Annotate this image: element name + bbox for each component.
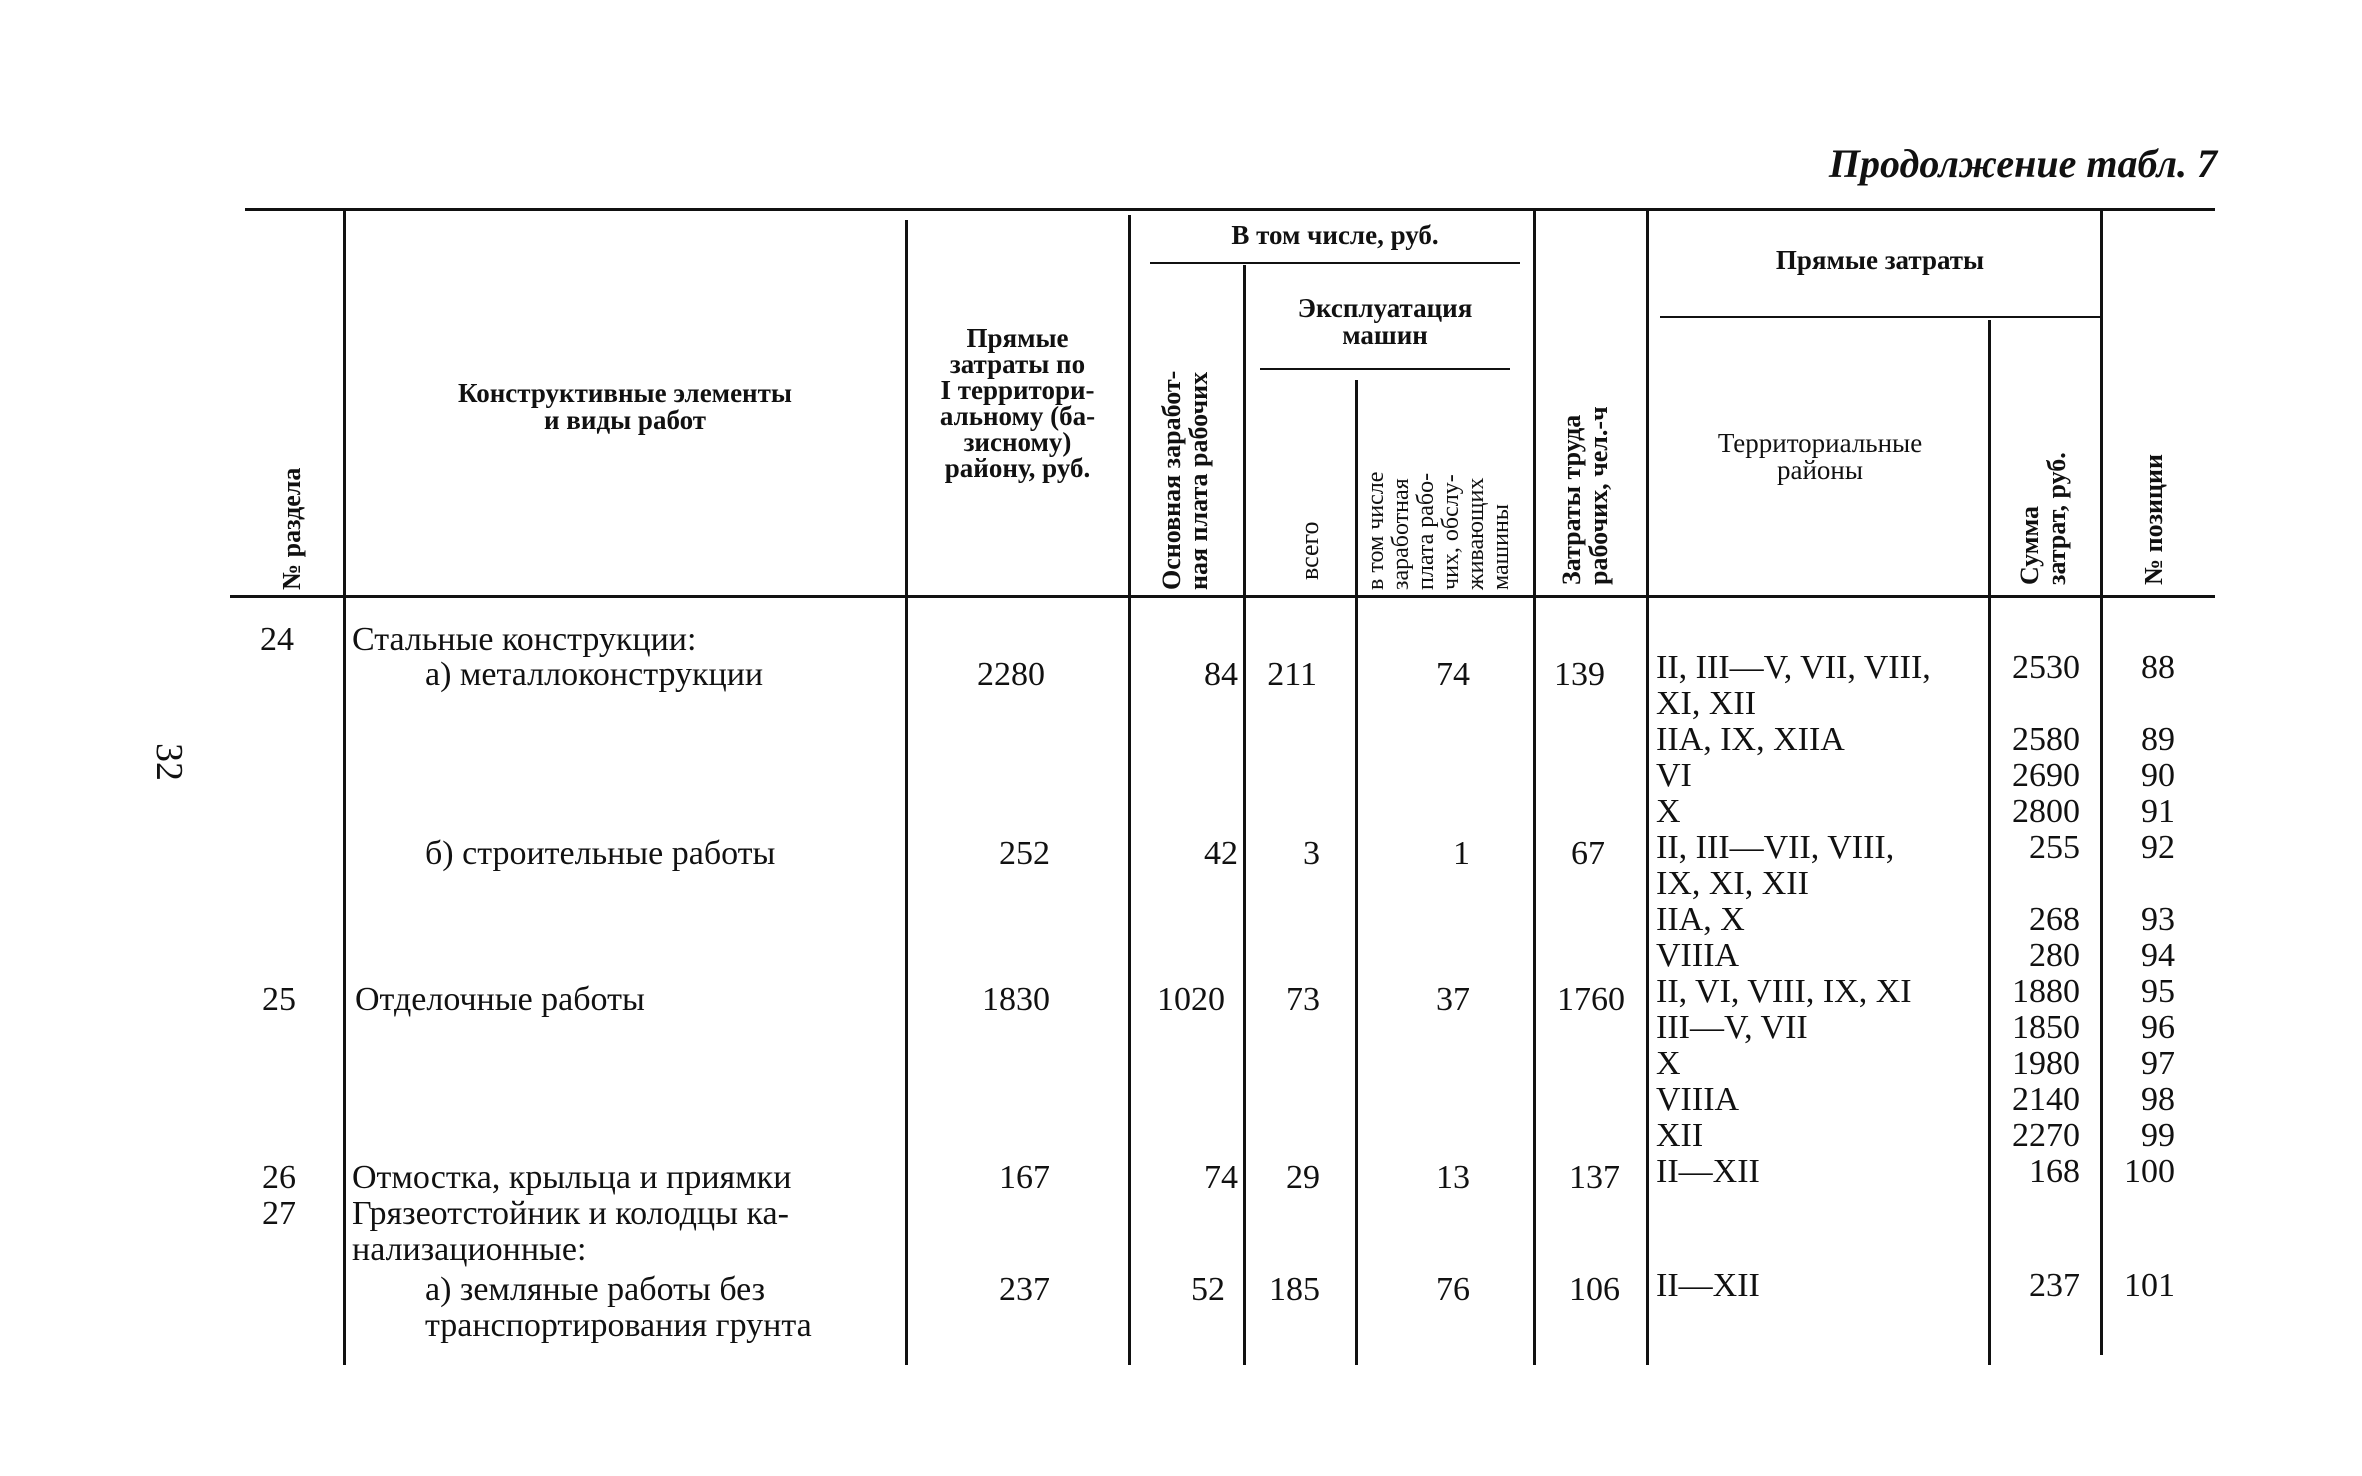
row-24-section: 24 (260, 621, 294, 658)
page-number: 32 (148, 743, 190, 781)
row-25-name: Отделочные работы (355, 981, 645, 1018)
row-26-mwage: 13 (1436, 1159, 1470, 1196)
col-rule-4 (1243, 265, 1246, 1365)
sum-100: 168 (2029, 1153, 2080, 1190)
row-24a-mtotal: 211 (1267, 656, 1317, 693)
region-row-101: II—XII (1656, 1267, 1760, 1304)
header-wage: Основная заработ- ная плата рабочих (1157, 370, 1213, 590)
pos-92: 92 (2141, 829, 2175, 866)
sum-97: 1980 (2012, 1045, 2080, 1082)
region-row-89: IIA, IX, XIIA (1656, 721, 1845, 758)
region-row-99: XII (1656, 1117, 1704, 1154)
header-machines: Эксплуатация машин (1297, 293, 1473, 350)
direct-costs-rule (1660, 316, 2100, 318)
header-machines-wage: в том числе заработная плата рабо- чих, обслу- живающих машины (1363, 471, 1514, 590)
pos-93: 93 (2141, 901, 2175, 938)
sum-91: 2800 (2012, 793, 2080, 830)
region-row-93: IIA, X (1656, 901, 1745, 938)
header-elements: Конструктивные элементы и виды работ (458, 378, 792, 435)
region-row-100: II—XII (1656, 1153, 1760, 1190)
col-rule-9 (2100, 210, 2103, 1355)
pos-99: 99 (2141, 1117, 2175, 1154)
sum-93: 268 (2029, 901, 2080, 938)
header-labor: Затраты труда рабочих, чел.-ч (1557, 406, 1613, 585)
row-26-name: Отмостка, крыльца и приямки (352, 1159, 792, 1196)
region-row-92: II, III—VII, VIII, IX, XI, XII (1656, 829, 1895, 902)
table-header-bottom-rule (230, 595, 2215, 598)
row-27a-base: 237 (999, 1271, 1050, 1308)
region-row-91: X (1656, 793, 1681, 830)
table-top-rule (245, 208, 2215, 211)
pos-95: 95 (2141, 973, 2175, 1010)
row-24a-name: а) металлоконструкции (425, 656, 764, 693)
sum-88: 2530 (2012, 649, 2080, 686)
row-27a-mwage: 76 (1436, 1271, 1470, 1308)
row-27-name: Грязеотстойник и колодцы ка- нализационные: (352, 1195, 789, 1268)
row-24a-wage: 84 (1204, 656, 1238, 693)
pos-90: 90 (2141, 757, 2175, 794)
pos-89: 89 (2141, 721, 2175, 758)
col-rule-1 (343, 210, 346, 1365)
row-27a-wage: 52 (1191, 1271, 1225, 1308)
row-25-section: 25 (262, 981, 296, 1018)
table-continuation-caption: Продолжение табл. 7 (1828, 141, 2217, 186)
pos-88: 88 (2141, 649, 2175, 686)
pos-94: 94 (2141, 937, 2175, 974)
region-row-88: II, III—V, VII, VIII, XI, XII (1656, 649, 1931, 722)
row-24b-base: 252 (999, 835, 1050, 872)
row-26-labor: 137 (1569, 1159, 1620, 1196)
sum-89: 2580 (2012, 721, 2080, 758)
row-24b-wage: 42 (1204, 835, 1238, 872)
row-25-mtotal: 73 (1286, 981, 1320, 1018)
row-24b-name: б) строительные работы (425, 835, 776, 872)
sum-99: 2270 (2012, 1117, 2080, 1154)
row-25-labor: 1760 (1557, 981, 1625, 1018)
row-24a-labor: 139 (1554, 656, 1605, 693)
header-machines-total: всего (1295, 521, 1324, 580)
row-26-base: 167 (999, 1159, 1050, 1196)
header-section-no: № раздела (277, 467, 306, 590)
region-row-94: VIIIA (1656, 937, 1740, 974)
sum-101: 237 (2029, 1267, 2080, 1304)
incl-rule (1150, 262, 1520, 264)
row-24-name: Стальные конструкции: (352, 621, 697, 658)
region-row-95: II, VI, VIII, IX, XI (1656, 973, 1912, 1010)
sum-98: 2140 (2012, 1081, 2080, 1118)
row-24b-mwage: 1 (1453, 835, 1470, 872)
pos-91: 91 (2141, 793, 2175, 830)
col-rule-7 (1646, 210, 1649, 1365)
row-24a-mwage: 74 (1436, 656, 1470, 693)
pos-96: 96 (2141, 1009, 2175, 1046)
row-24a-base: 2280 (977, 656, 1045, 693)
sum-92: 255 (2029, 829, 2080, 866)
sum-96: 1850 (2012, 1009, 2080, 1046)
row-25-base: 1830 (982, 981, 1050, 1018)
header-position: № позиции (2139, 454, 2168, 585)
row-27-section: 27 (262, 1195, 296, 1232)
row-26-section: 26 (262, 1159, 296, 1196)
pos-101: 101 (2124, 1267, 2175, 1304)
row-27a-name: а) земляные работы без транспортирования грунта (425, 1271, 812, 1344)
region-row-98: VIIIA (1656, 1081, 1740, 1118)
sum-94: 280 (2029, 937, 2080, 974)
pos-97: 97 (2141, 1045, 2175, 1082)
row-25-mwage: 37 (1436, 981, 1470, 1018)
row-26-mtotal: 29 (1286, 1159, 1320, 1196)
row-27a-labor: 106 (1569, 1271, 1620, 1308)
region-row-97: X (1656, 1045, 1681, 1082)
pos-100: 100 (2124, 1153, 2175, 1190)
header-incl-rub: В том числе, руб. (1231, 220, 1439, 250)
row-25-wage: 1020 (1157, 981, 1225, 1018)
region-row-90: VI (1656, 757, 1692, 794)
header-regions: Территориальные районы (1717, 428, 1923, 485)
col-rule-5 (1355, 380, 1358, 1365)
sum-90: 2690 (2012, 757, 2080, 794)
header-direct-costs: Прямые затраты (1775, 245, 1985, 275)
region-row-96: III—V, VII (1656, 1009, 1808, 1046)
row-26-wage: 74 (1204, 1159, 1238, 1196)
row-27a-mtotal: 185 (1269, 1271, 1320, 1308)
header-sum: Сумма затрат, руб. (2015, 452, 2071, 585)
sum-95: 1880 (2012, 973, 2080, 1010)
pos-98: 98 (2141, 1081, 2175, 1118)
header-direct-costs-base: Прямые затраты по I территори- альному (ба- зисному) району, руб. (939, 323, 1096, 483)
row-24b-mtotal: 3 (1303, 835, 1320, 872)
row-24b-labor: 67 (1571, 835, 1605, 872)
machines-rule (1260, 368, 1510, 370)
